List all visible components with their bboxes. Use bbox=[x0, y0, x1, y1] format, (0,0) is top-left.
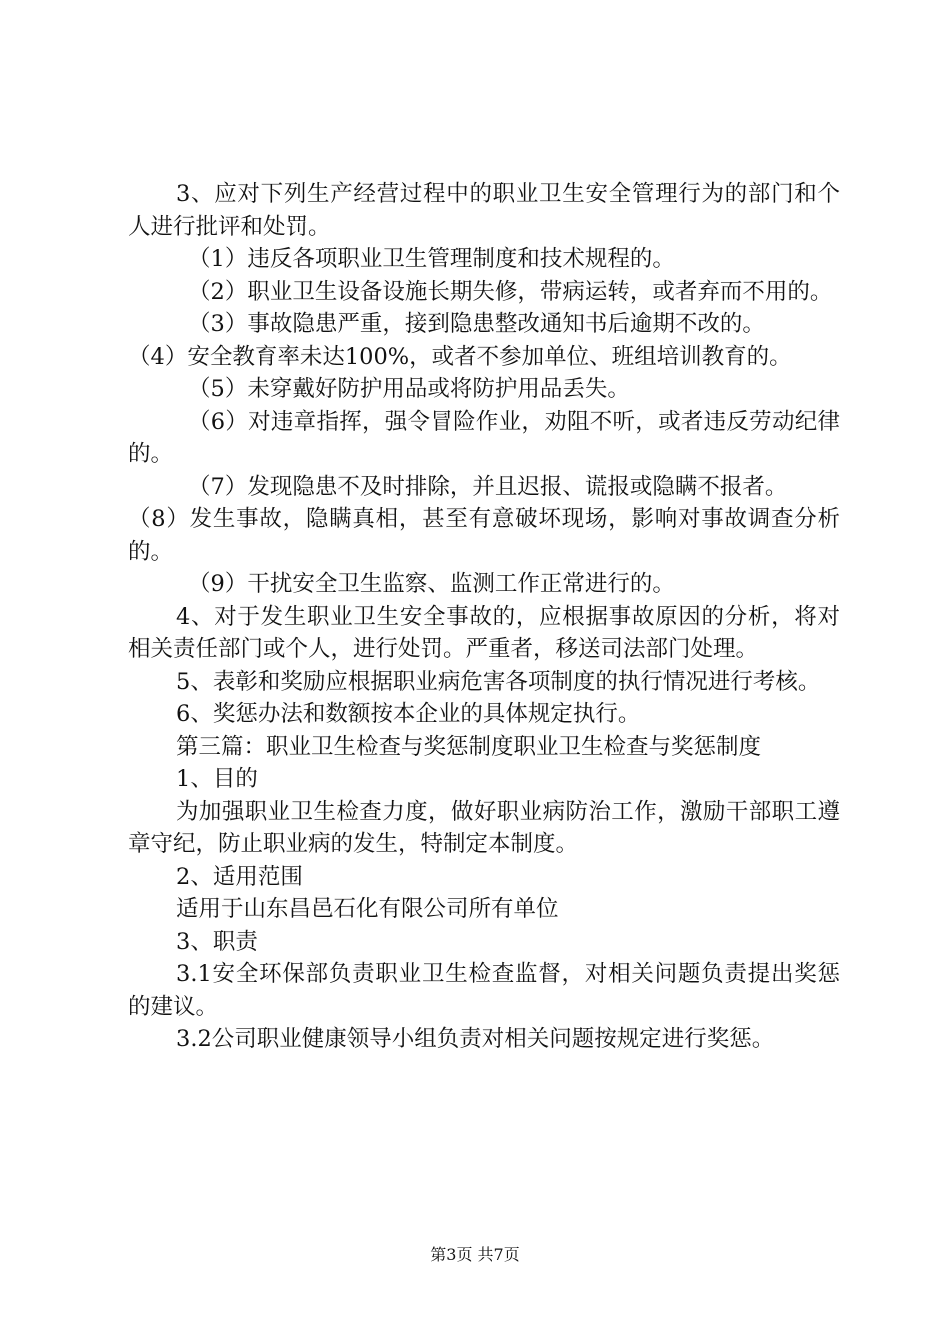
paragraph-sub-2: （2）职业卫生设备设施长期失修，带病运转，或者弃而不用的。 bbox=[188, 278, 833, 305]
paragraph-sub-4: （4）安全教育率未达100%，或者不参加单位、班组培训教育的。 bbox=[128, 343, 792, 370]
paragraph-item-3: 3、应对下列生产经营过程中的职业卫生安全管理行为的部门和个人进行批评和处罚。 bbox=[128, 181, 840, 240]
heading-purpose: 1、目的 bbox=[176, 766, 258, 792]
paragraph-item-5: 5、表彰和奖励应根据职业病危害各项制度的执行情况进行考核。 bbox=[176, 668, 821, 695]
document-body bbox=[128, 178, 840, 1056]
paragraph-duty-3-1: 3.1安全环保部负责职业卫生检查监督，对相关问题负责提出奖惩的建议。 bbox=[128, 961, 840, 1020]
paragraph-purpose: 为加强职业卫生检查力度，做好职业病防治工作，激励干部职工遵章守纪，防止职业病的发生，特制定本制度。 bbox=[128, 798, 840, 857]
paragraph-item-6: 6、奖惩办法和数额按本企业的具体规定执行。 bbox=[176, 701, 641, 727]
paragraph-item-4: 4、对于发生职业卫生安全事故的，应根据事故原因的分析，将对相关责任部门或个人，进行处罚。严重者，移送司法部门处理。 bbox=[128, 603, 840, 662]
page-number-label: 第3页 共7页 bbox=[430, 1245, 520, 1264]
heading-scope: 2、适用范围 bbox=[176, 863, 303, 890]
paragraph-sub-8: （8）发生事故，隐瞒真相，甚至有意破坏现场，影响对事故调查分析的。 bbox=[128, 506, 840, 565]
paragraph-sub-6: （6）对违章指挥，强令冒险作业，劝阻不听，或者违反劳动纪律的。 bbox=[128, 408, 840, 467]
paragraph-sub-5: （5）未穿戴好防护用品或将防护用品丢失。 bbox=[188, 376, 630, 402]
page-footer bbox=[0, 1245, 950, 1265]
section-heading: 第三篇：职业卫生检查与奖惩制度职业卫生检查与奖惩制度 bbox=[176, 733, 762, 760]
paragraph-duty-3-2: 3.2公司职业健康领导小组负责对相关问题按规定进行奖惩。 bbox=[176, 1026, 775, 1052]
paragraph-sub-9: （9）干扰安全卫生监察、监测工作正常进行的。 bbox=[188, 571, 675, 597]
heading-duties: 3、职责 bbox=[176, 928, 258, 955]
paragraph-sub-1: （1）违反各项职业卫生管理制度和技术规程的。 bbox=[188, 246, 675, 272]
paragraph-sub-3: （3）事故隐患严重，接到隐患整改通知书后逾期不改的。 bbox=[188, 311, 765, 337]
paragraph-sub-7: （7）发现隐患不及时排除，并且迟报、谎报或隐瞒不报者。 bbox=[188, 473, 788, 500]
paragraph-scope: 适用于山东昌邑石化有限公司所有单位 bbox=[176, 896, 559, 922]
